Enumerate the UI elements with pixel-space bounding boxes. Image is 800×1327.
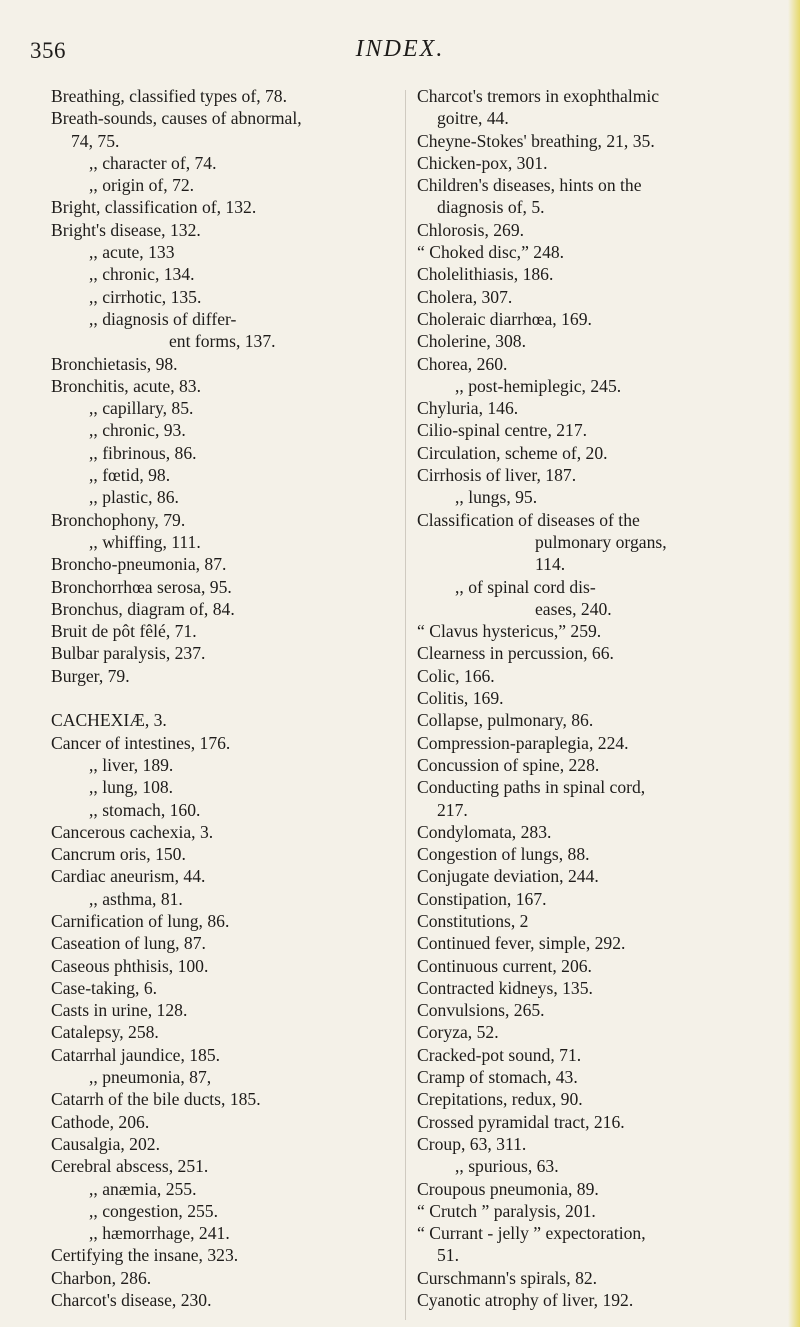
index-subentry: ,, lungs, 95.: [455, 487, 538, 508]
index-entry: Charcot's disease, 230.: [51, 1290, 212, 1311]
index-entry: Caseation of lung, 87.: [51, 933, 206, 954]
index-entry: Cerebral abscess, 251.: [51, 1156, 209, 1177]
index-subentry: diagnosis of, 5.: [437, 197, 545, 218]
index-entry: Carnification of lung, 86.: [51, 910, 230, 931]
index-entry: Catalepsy, 258.: [51, 1022, 159, 1043]
index-entry: Cancerous cachexia, 3.: [51, 821, 214, 842]
index-column-left: [51, 85, 396, 1311]
index-entry: Burger, 79.: [51, 665, 130, 686]
index-subentry: ,, liver, 189.: [89, 754, 174, 775]
column-divider: [405, 90, 406, 1320]
index-entry: Classification of diseases of the: [417, 509, 640, 530]
index-entry: Cathode, 206.: [51, 1111, 150, 1132]
index-entry: Bronchietasis, 98.: [51, 353, 178, 374]
index-subentry: goitre, 44.: [437, 108, 509, 129]
index-entry: Curschmann's spirals, 82.: [417, 1267, 598, 1288]
index-entry: Circulation, scheme of, 20.: [417, 442, 608, 463]
index-entry: Colic, 166.: [417, 665, 495, 686]
index-subentry: ,, of spinal cord dis-: [455, 576, 596, 597]
index-entry: Cancrum oris, 150.: [51, 844, 186, 865]
index-entry: Cheyne-Stokes' breathing, 21, 35.: [417, 130, 655, 151]
index-entry: Cardiac aneurism, 44.: [51, 866, 206, 887]
index-entry: Breathing, classified types of, 78.: [51, 86, 287, 106]
index-subentry: ,, congestion, 255.: [89, 1200, 219, 1221]
index-subentry: ,, lung, 108.: [89, 777, 174, 798]
index-subentry: ,, whiffing, 111.: [89, 531, 201, 552]
index-subentry: ,, anæmia, 255.: [89, 1178, 197, 1199]
index-subentry: eases, 240.: [535, 598, 612, 619]
index-entry: Bright's disease, 132.: [51, 219, 201, 240]
index-entry: Charcot's tremors in exophthalmic: [417, 86, 660, 106]
index-entry: Constitutions, 2: [417, 910, 529, 931]
index-entry: “ Crutch ” paralysis, 201.: [417, 1200, 596, 1221]
index-entry: Colitis, 169.: [417, 688, 504, 709]
index-subentry: ,, fœtid, 98.: [89, 465, 171, 486]
index-entry: Catarrhal jaundice, 185.: [51, 1044, 221, 1065]
index-subentry: ,, capillary, 85.: [89, 398, 194, 419]
index-entry: Clearness in percussion, 66.: [417, 643, 614, 664]
index-subentry: 74, 75.: [71, 130, 120, 151]
index-entry: Congestion of lungs, 88.: [417, 844, 590, 865]
index-entry: Casts in urine, 128.: [51, 1000, 188, 1021]
index-entry: Crossed pyramidal tract, 216.: [417, 1111, 625, 1132]
index-entry: Bulbar paralysis, 237.: [51, 643, 206, 664]
index-entry: Bruit de pôt fêlé, 71.: [51, 621, 197, 642]
index-entry: Compression-paraplegia, 224.: [417, 732, 629, 753]
index-entry: Continued fever, simple, 292.: [417, 933, 626, 954]
index-entry: Cholerine, 308.: [417, 331, 526, 352]
index-subentry: 217.: [437, 799, 468, 820]
index-subentry: ,, chronic, 134.: [89, 264, 195, 285]
index-entry: Certifying the insane, 323.: [51, 1245, 239, 1266]
index-entry: Chicken-pox, 301.: [417, 152, 548, 173]
page-edge: [788, 0, 800, 1327]
index-entry: Broncho-pneumonia, 87.: [51, 554, 227, 575]
index-entry: Concussion of spine, 228.: [417, 754, 600, 775]
index-subentry: ,, stomach, 160.: [89, 799, 201, 820]
index-entry: “ Choked disc,” 248.: [417, 242, 565, 263]
index-entry: Breath-sounds, causes of abnormal,: [51, 108, 302, 129]
index-entry: Conducting paths in spinal cord,: [417, 777, 646, 798]
index-subentry: ,, fibrinous, 86.: [89, 442, 197, 463]
index-entry: Crepitations, redux, 90.: [417, 1089, 583, 1110]
index-entry: Croupous pneumonia, 89.: [417, 1178, 599, 1199]
index-entry: Chorea, 260.: [417, 353, 508, 374]
index-entry: Charbon, 286.: [51, 1267, 152, 1288]
index-entry: Bright, classification of, 132.: [51, 197, 257, 218]
index-subentry: ,, cirrhotic, 135.: [89, 286, 202, 307]
index-entry: Cyanotic atrophy of liver, 192.: [417, 1290, 634, 1311]
index-subentry: ,, asthma, 81.: [89, 888, 183, 909]
index-entry: Cirrhosis of liver, 187.: [417, 465, 577, 486]
index-entry: Caseous phthisis, 100.: [51, 955, 209, 976]
index-entry: Cholelithiasis, 186.: [417, 264, 554, 285]
index-entry: Causalgia, 202.: [51, 1133, 160, 1154]
index-entry: Cramp of stomach, 43.: [417, 1067, 578, 1088]
index-entry: Croup, 63, 311.: [417, 1133, 527, 1154]
index-subentry: ,, diagnosis of differ-: [89, 308, 237, 329]
index-entry: Conjugate deviation, 244.: [417, 866, 599, 887]
page-header: [0, 0, 800, 80]
index-subentry: ,, character of, 74.: [89, 152, 217, 173]
index-subentry: ,, acute, 133: [89, 242, 175, 263]
index-entry: Cancer of intestines, 176.: [51, 732, 231, 753]
section-spacer: [51, 687, 396, 709]
index-entry: Continuous current, 206.: [417, 955, 592, 976]
index-entry: Convulsions, 265.: [417, 1000, 545, 1021]
index-column-right: [417, 85, 772, 1311]
index-subentry: 51.: [437, 1245, 459, 1266]
index-entry: Children's diseases, hints on the: [417, 175, 642, 196]
index-entry: CACHEXIÆ, 3.: [51, 710, 167, 731]
index-subentry: ,, hæmorrhage, 241.: [89, 1223, 230, 1244]
index-entry: Bronchophony, 79.: [51, 509, 186, 530]
index-subentry: ent forms, 137.: [169, 331, 276, 352]
index-entry: Collapse, pulmonary, 86.: [417, 710, 594, 731]
index-entry: Bronchus, diagram of, 84.: [51, 598, 235, 619]
index-subentry: ,, plastic, 86.: [89, 487, 179, 508]
index-subentry: ,, spurious, 63.: [455, 1156, 559, 1177]
index-entry: Cilio-spinal centre, 217.: [417, 420, 588, 441]
index-subentry: pulmonary organs,: [535, 531, 667, 552]
index-entry: Case-taking, 6.: [51, 977, 158, 998]
index-entry: “ Clavus hystericus,” 259.: [417, 621, 602, 642]
index-entry: Bronchorrhœa serosa, 95.: [51, 576, 232, 597]
index-entry: Cholera, 307.: [417, 286, 513, 307]
running-head: INDEX.: [355, 36, 445, 62]
page-number: 356: [30, 38, 66, 63]
index-entry: Cracked-pot sound, 71.: [417, 1044, 582, 1065]
index-subentry: 114.: [535, 554, 566, 575]
index-entry: Constipation, 167.: [417, 888, 547, 909]
index-entry: Coryza, 52.: [417, 1022, 499, 1043]
index-entry: Choleraic diarrhœa, 169.: [417, 308, 592, 329]
index-entry: Condylomata, 283.: [417, 821, 552, 842]
index-entry: Catarrh of the bile ducts, 185.: [51, 1089, 261, 1110]
index-subentry: ,, pneumonia, 87,: [89, 1067, 212, 1088]
index-subentry: ,, origin of, 72.: [89, 175, 195, 196]
index-entry: Contracted kidneys, 135.: [417, 977, 593, 998]
index-subentry: ,, post-hemiplegic, 245.: [455, 375, 622, 396]
index-entry: Bronchitis, acute, 83.: [51, 375, 202, 396]
index-entry: Chlorosis, 269.: [417, 219, 525, 240]
index-subentry: ,, chronic, 93.: [89, 420, 186, 441]
index-entry: “ Currant - jelly ” expectoration,: [417, 1223, 646, 1244]
index-entry: Chyluria, 146.: [417, 398, 519, 419]
